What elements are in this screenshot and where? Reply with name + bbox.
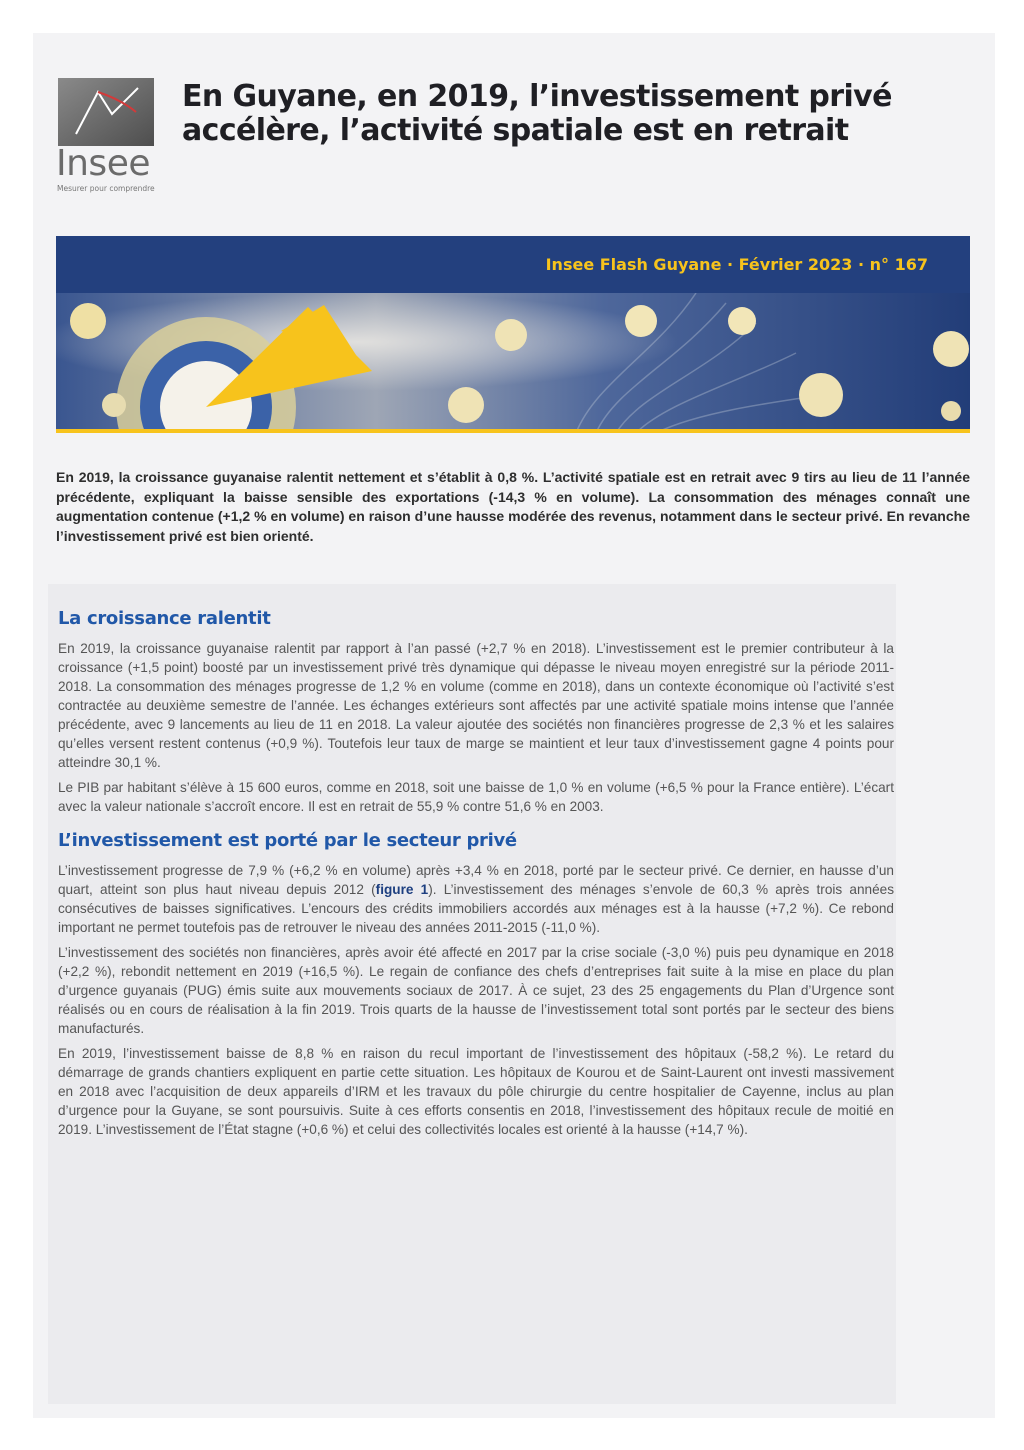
paragraph-text: ). L’investissement des ménages s’envole de 60,3 % après trois années consécutives de baisses significatives. L’encours des crédits immobiliers accordés aux ménages est à la hausse (+7,2 %). Ce rebond important ne permet toutefois pas de retrouver le niveau des années 2011-2015 (-11,0 %). (58, 882, 894, 935)
banner-image (56, 293, 970, 433)
insee-logo-word: Insee (56, 143, 150, 184)
paragraph-text: L’investissement progresse de 7,9 % (+6,2 % en volume) après +3,4 % en 2018, porté par le secteur privé. Ce dernier, en hausse d’un quart, atteint son plus haut niveau depuis 2012 ( (58, 863, 894, 897)
insee-logo[interactable] (56, 78, 158, 196)
figure-1-link[interactable]: figure 1 (375, 882, 429, 897)
article-body (58, 608, 894, 1145)
page-title: En Guyane, en 2019, l’investissement privé accélère, l’activité spatiale est en retrait (182, 79, 892, 148)
insee-logo-tagline: Mesurer pour comprendre (57, 184, 155, 193)
paragraph: En 2019, l’investissement baisse de 8,8 % en raison du recul important de l’investissement des hôpitaux (-58,2 %). Le retard du démarrage de grands chantiers expliquent en partie cette situation. Les hôpitaux de Kourou et de Saint-Laurent ont investi massivement en 2018 avec l’acquisition de deux appareils d’IRM et les travaux du pôle chirurgie du centre hospitalier de Cayenne, inclus au plan d’urgence pour la Guyane, se sont poursuivis. Suite à ces efforts consentis en 2018, l’investissement des hôpitaux recule de moitié en 2019. L’investissement de l’État stagne (+0,6 %) et celui des collectivités locales est orienté à la hausse (+14,7 %). (58, 1046, 894, 1137)
paragraph: En 2019, la croissance guyanaise ralentit par rapport à l’an passé (+2,7 % en 2018). L’investissement est le premier contributeur à la croissance (+1,5 point) boosté par un investissement privé très dynamique qui dépasse le niveau moyen enregistré sur la période 2011-2018. La consommation des ménages progresse de 1,2 % en volume (comme en 2018), dans un contexte économique où l’activité s’est contractée au deuxième semestre de l’année. Les échanges extérieurs sont affectés par une activité spatiale moins intense que l’année précédente, avec 9 lancements au lieu de 11 en 2018. La valeur ajoutée des sociétés non financières progresse de 2,3 % et les salaires qu’elles versent restent contenus (+0,9 %). Toutefois leur taux de marge se maintient et leur taux d’investissement gagne 4 points pour atteindre 30,1 %. (58, 641, 894, 770)
paragraph: L’investissement des sociétés non financières, après avoir été affecté en 2017 par la crise sociale (-3,0 %) puis peu dynamique en 2018 (+2,2 %), rebondit nettement en 2019 (+16,5 %). Le regain de confiance des chefs d’entreprises fait suite à la mise en place du plan d’urgence guyanais (PUG) émis suite aux mouvements sociaux de 2017. À ce sujet, 23 des 25 engagements du Plan d’Urgence sont réalisés ou en cours de réalisation à la fin 2019. Trois quarts de la hausse de l’investissement total sont portés par le secteur des biens manufacturés. (58, 945, 894, 1036)
publication-band (56, 236, 970, 293)
paragraph: Le PIB par habitant s’élève à 15 600 euros, comme en 2018, soit une baisse de 1,0 % en volume (+6,5 % pour la France entière). L’écart avec la valeur nationale s’accroît encore. Il est en retrait de 55,9 % contre 51,6 % en 2003. (58, 780, 894, 814)
lead-paragraph: En 2019, la croissance guyanaise ralentit nettement et s’établit à 0,8 %. L’activité spatiale est en retrait avec 9 tirs au lieu de 11 l’année précédente, expliquant la baisse sensible des exportations (-14,3 % en volume). La consommation des ménages connaît une augmentation contenue (+1,2 % en volume) en raison d’une hausse modérée des revenus, notamment dans le secteur privé. En revanche l’investissement privé est bien orienté. (56, 469, 970, 544)
section-heading-investissement: L’investissement est porté par le secteur privé (58, 830, 517, 851)
insee-logo-mark (58, 78, 154, 146)
paragraph (58, 861, 894, 937)
publication-label: Insee Flash Guyane · Février 2023 · n° 167 (545, 255, 928, 274)
section-heading-croissance: La croissance ralentit (58, 608, 271, 629)
